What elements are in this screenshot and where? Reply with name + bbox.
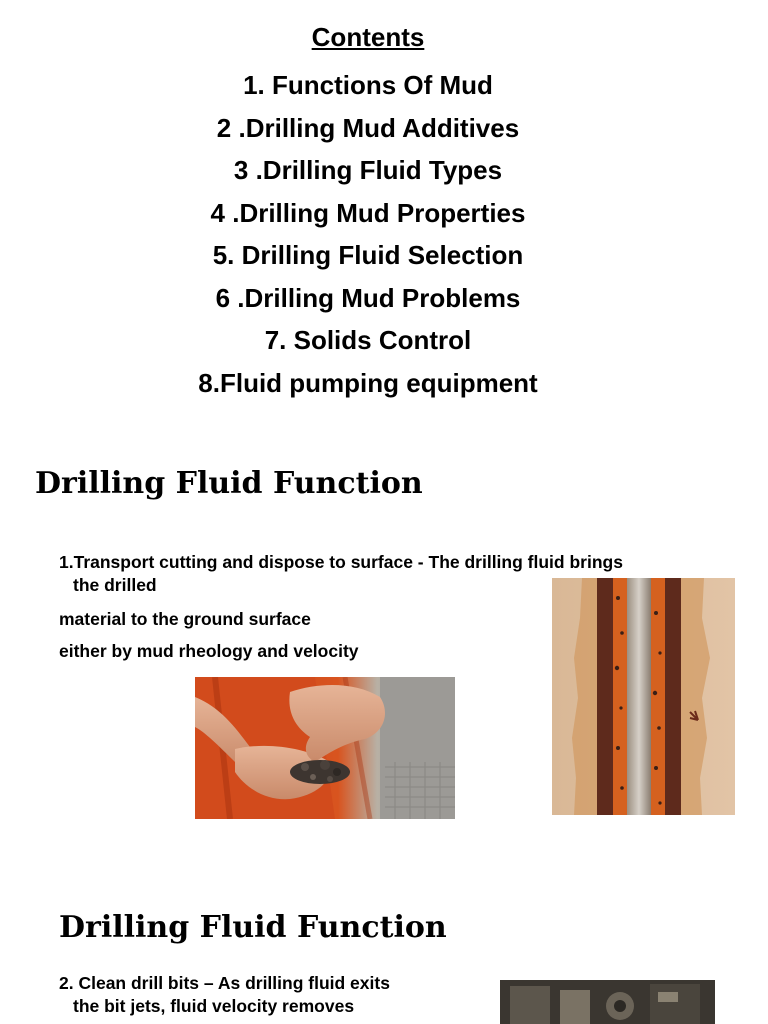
section1-line1-continuation: the drilled <box>73 575 157 595</box>
section2-paragraph <box>59 972 479 1018</box>
contents-item: 7. Solids Control <box>264 325 472 355</box>
section-heading: Drilling Fluid Function <box>35 466 423 501</box>
drill-rig-machinery-image <box>500 980 715 1024</box>
hands-holding-cuttings-image <box>195 677 455 819</box>
contents-title: Contents <box>311 22 425 52</box>
section-heading: Drilling Fluid Function <box>59 910 447 945</box>
section1-line3: either by mud rheology and velocity <box>59 641 359 661</box>
contents-item: 5. Drilling Fluid Selection <box>212 240 524 270</box>
contents-item: 3 .Drilling Fluid Types <box>233 155 503 185</box>
contents-item: 4 .Drilling Mud Properties <box>210 197 526 228</box>
section2-line1-continuation: the bit jets, fluid velocity removes <box>73 996 355 1016</box>
wellbore-cross-section-image <box>552 578 735 815</box>
section1-line1: 1.Transport cutting and dispose to surface - The drilling fluid brings <box>59 552 623 572</box>
contents-item: 6 .Drilling Mud Problems <box>215 282 521 313</box>
contents-item: 1. Functions Of Mud <box>243 70 493 100</box>
section2-line1: 2. Clean drill bits – As drilling fluid exits <box>59 973 390 993</box>
section1-line2: material to the ground surface <box>59 609 311 629</box>
contents-item: 8.Fluid pumping equipment <box>198 367 538 398</box>
contents-list <box>0 64 736 404</box>
contents-item: 2 .Drilling Mud Additives <box>216 112 520 143</box>
